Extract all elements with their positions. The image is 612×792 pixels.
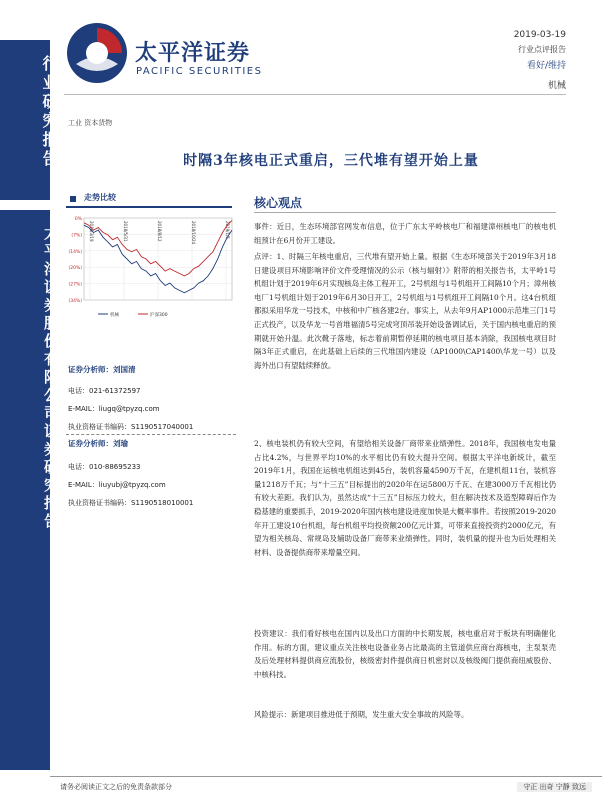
y-tick-label: (14%) [68,249,82,255]
band-top-text: 行业研究报告 [40,55,59,169]
band-bottom-text: 太平洋证券股份有限公司证券研究报告 [42,225,60,531]
y-tick-label: 0% [74,217,82,222]
report-title: 时隔3年核电正式重启，三代堆有望开始上量 [183,153,479,169]
para-risk: 风险提示：新建项目推进低于预期，发生重大安全事故的风险等。 [254,710,469,719]
rating: 看好/维持 [526,61,566,71]
x-tick-label: 2018/10/24 [191,221,196,245]
analyst-2-phone: 电话：010-88695233 [68,463,141,471]
para-event: 事件：近日，生态环境部官网发布信息，位于广东太平岭核电厂和福建漳州核电厂的核电机组预计在6月份开工建设。 [254,222,556,245]
analyst-1-name: 证券分析师：刘国清 [68,365,136,374]
y-tick-label: (20%) [68,266,82,272]
x-tick-label: 2019/1/5 [225,221,230,239]
legend-label-2: 沪深300 [150,313,168,318]
analyst-1-cert: 执业资格证书编码：S1190517040001 [68,423,194,431]
report-type: 行业点评报告 [518,45,566,54]
x-tick-label: 2018/3/19 [89,221,94,242]
analyst-2-cert: 执业资格证书编码：S1190518010001 [68,499,194,507]
y-tick-label: (7%) [71,233,82,239]
disclaimer-note: 请务必阅读正文之后的免责条款部分 [60,783,172,791]
core-divider [254,212,556,213]
analyst-2-email[interactable]: E-MAIL：liuyubj@tpyzq.com [68,481,166,489]
header-divider [64,94,566,95]
analyst-1-phone: 电话：021-61372597 [68,387,141,395]
pacific-securities-logo-icon [64,20,130,86]
trend-label: 走势比较 [84,193,116,202]
analyst-divider [66,434,236,435]
y-tick-label: (27%) [68,282,82,288]
analyst-1-email[interactable]: E-MAIL：liugq@tpyzq.com [68,405,160,413]
legend-label-1: 机械 [110,313,119,318]
x-tick-label: 2018/5/31 [123,221,128,242]
sector-tag: 工业 资本货物 [68,119,113,127]
analyst-2-name: 证券分析师：刘瑜 [68,439,128,448]
footer-divider [50,776,602,777]
para-investment: 投资建议：我们看好核电在国内以及出口方面的中长期发展，核电重启对于板块有明确催化作用。标的方面，建议重点关注核电设备业务占比最高的主管道供应商台海核电，主泵泵壳及后处理材料提供商应流股份，核级密封件提供商日机密封以及核级阀门提供商纽威股份、中核科技。 [254,629,556,679]
trend-chart [62,210,237,328]
y-tick-label: (34%) [68,299,82,304]
industry: 机械 [547,81,566,91]
brand-name-en: PACIFIC SECURITIES [136,66,263,77]
brand-name-cn: 太平洋证券 [135,41,251,66]
report-date: 2019-03-19 [513,30,566,40]
para-comment-1: 点评：1、时隔三年核电重启，三代堆有望开始上量。根据《生态环境部关于2019年3月18日建设项目环境影响评价文件受理情况的公示（核与辐射）》附带的相关报告书，太平岭1号机组计划于2019年6月实现核岛主体工程开工，2号机组与1号机组开工间隔10个月；漳州核电厂1号机组计划于2019年6月30日开工，2号机组与1号机组开工间隔10个月。这4台机组都拟采用华龙一号技术，中核和中广核各建2台。事实上，从去年9月AP1000示范堆三门1号正式投产，以及华龙一号首堆福清5号完成穹顶吊装开始设备调试后，关于国内核电重启的预期就开始升温。此次靴子落地，标志着前期暂停延期的核电项目基本消除，我国核电项目时隔3年正式重启，在此基础上后续的三代堆国内建设（AP1000\CAP1400\华龙一号）以及海外出口有望陆续释放。 [254,252,556,370]
core-views-title: 核心观点 [254,196,303,210]
para-comment-2: 2、核电装机仍有较大空间，有望给相关设备厂商带来业绩弹性。2018年，我国核电发电量占比4.2%，与世界平均10%的水平相比仍有较大提升空间。根据太平洋电新统计，截至2019年1月，我国在运核电机组达到45台，装机容量4590万千瓦，在建机组11台，装机容量1218万千瓦；与“十三五”目标提出的2020年在运5800万千瓦、在建3000万千瓦相比仍有较大差距。我们认为，虽然达成“十三五”目标压力较大，但在解决技术及造型障碍后作为稳基建的重要抓手，2019-2020年国内核电建设进度加快是大概率事件。若按照2019-2020年开工建设10台机组，每台机组平均投资额200亿元计算，可带来直接投资约2000亿元，有望为相关核岛、常规岛及辅助设备厂商带来业绩弹性。同时，装机量的提升也为后处理相关材料、设备提供商带来增量空间。 [254,439,556,557]
section-bullet-icon [70,196,76,202]
trend-section-header [66,192,236,206]
x-tick-label: 2018/8/12 [157,221,162,242]
section-underline [66,206,232,208]
company-motto: 守正 出奇 宁静 致远 [517,782,592,792]
